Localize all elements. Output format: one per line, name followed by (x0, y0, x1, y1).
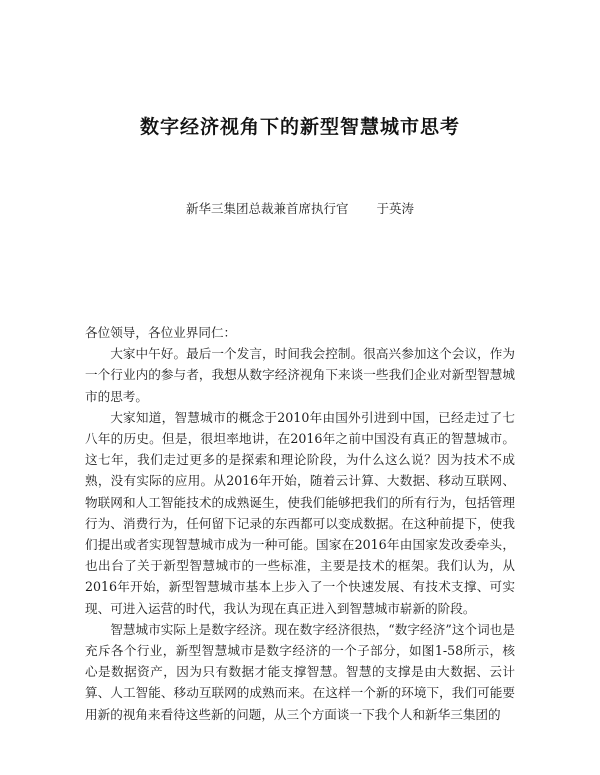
author-byline (0, 199, 600, 217)
author-role: 新华三集团总裁兼首席执行官 (185, 201, 349, 216)
author-name: 于英涛 (376, 201, 415, 216)
paragraph: 大家知道，智慧城市的概念于2010年由国外引进到中国，已经走过了七八年的历史。但是，很坦率地讲，在2016年之前中国没有真正的智慧城市。这七年，我们走过更多的是探索和理论阶段，为什么这么说？因为技术不成熟，没有实际的应用。从2016年开始，随着云计算、大数据、移动互联网、物联网和人工智能技术的成熟诞生，使我们能够把我们的所有行为，包括管理行为、消费行为，任何留下记录的东西都可以变成数据。在这种前提下，使我们提出或者实现智慧城市成为一种可能。国家在2016年由国家发改委牵头，也出台了关于新型智慧城市的一些标准，主要是技术的框架。我们认为，从2016年开始，新型智慧城市基本上步入了一个快速发展、有技术支撑、可实现、可进入运营的时代，我认为现在真正进入到智慧城市崭新的阶段。 (85, 409, 515, 616)
article-title: 数字经济视角下的新型智慧城市思考 (139, 116, 460, 138)
paragraph: 智慧城市实际上是数字经济。现在数字经济很热，“数字经济”这个词也是充斥各个行业，新型智慧城市是数字经济的一个子部分，如图1-58所示，核心是数据资产，因为只有数据才能支撑智慧。智慧的支撑是由大数据、云计算、人工智能、移动互联网的成熟而来。在这样一个新的环境下，我们可能要用新的视角来看待这些新的问题，从三个方面谈一下我个人和新华三集团的 (85, 621, 515, 722)
paragraph: 大家中午好。最后一个发言，时间我会控制。很高兴参加这个会议，作为一个行业内的参与者，我想从数字经济视角下来谈一些我们企业对新型智慧城市的思考。 (85, 346, 515, 404)
salutation: 各位领导，各位业界同仁： (85, 325, 237, 340)
article-body (85, 322, 515, 725)
